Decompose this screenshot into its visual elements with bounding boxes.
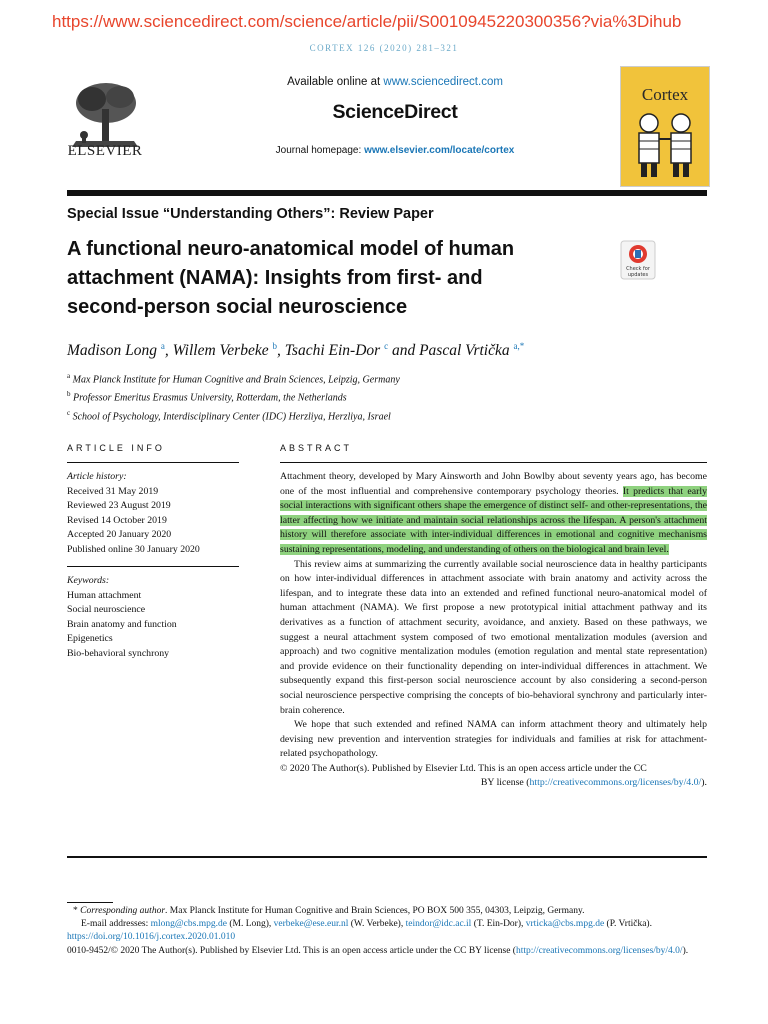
- keywords-label: Keywords:: [67, 575, 110, 586]
- history-item: Reviewed 23 August 2019: [67, 500, 171, 512]
- doi-link[interactable]: https://doi.org/10.1016/j.cortex.2020.01.010: [67, 932, 236, 943]
- article-info-heading: ARTICLE INFO: [67, 443, 165, 453]
- journal-homepage-link[interactable]: www.elsevier.com/locate/cortex: [364, 145, 515, 156]
- homepage-label: Journal homepage:: [275, 145, 365, 156]
- affiliation-text: Max Planck Institute for Human Cognitive and Brain Sciences, Leipzig, Germany: [72, 374, 400, 386]
- cover-illustration: [625, 109, 705, 181]
- abstract-rule: [280, 462, 707, 463]
- abstract-paragraph-3: We hope that such extended and refined NAMA can inform attachment theory and ultimately help devising new prevention and intervention strategies for individuals and families at risk for attachment-related psychopathology.: [280, 719, 707, 760]
- check-for-updates-button[interactable]: [620, 240, 656, 280]
- license-line-2: [280, 776, 707, 791]
- svg-text:updates: updates: [627, 272, 649, 278]
- email-link[interactable]: verbeke@ese.eur.nl: [273, 919, 349, 930]
- license-suffix: ).: [701, 777, 707, 789]
- author-affil-marker[interactable]: c: [384, 341, 389, 351]
- license-line-1: © 2020 The Author(s). Published by Elsevier Ltd. This is an open access article under the CC: [280, 762, 647, 774]
- keyword-item[interactable]: Epigenetics: [67, 633, 113, 645]
- footnote-rule: [67, 902, 113, 903]
- page-url[interactable]: https://www.sciencedirect.com/science/article/pii/S0010945220300356?via%3Dihub: [52, 12, 682, 31]
- abstract-paragraph-1: [280, 470, 707, 558]
- history-item: Revised 14 October 2019: [67, 514, 167, 526]
- history-item: Published online 30 January 2020: [67, 543, 200, 555]
- author-name[interactable]: Madison Long: [67, 342, 157, 360]
- header-rule: [67, 190, 707, 196]
- title-line-1: A functional neuro-anatomical model of human: [67, 238, 515, 260]
- author-affil-marker[interactable]: a: [160, 341, 165, 351]
- elsevier-wordmark: ELSEVIER: [67, 143, 143, 159]
- email-owner: (M. Long),: [226, 919, 274, 930]
- affiliation-marker: c: [67, 408, 71, 417]
- license-link[interactable]: http://creativecommons.org/licenses/by/4.0/: [529, 777, 702, 789]
- author-name[interactable]: Willem Verbeke: [172, 342, 269, 360]
- author-separator: ,: [276, 342, 285, 360]
- article-section: Special Issue “Understanding Others”: Review Paper: [67, 206, 434, 222]
- article-info-rule: [67, 462, 239, 463]
- corresponding-marker: *: [73, 906, 81, 916]
- abstract-text: Attachment theory, developed by Mary Ainsworth and John Bowlby about seventy years ago, has become one of the most influential and comprehensive contemporary psychology theories.: [280, 471, 707, 497]
- affiliation-text: School of Psychology, Interdisciplinary Center (IDC) Herzliya, Herzliya, Israel: [72, 410, 391, 422]
- keywords: [67, 574, 177, 662]
- license-prefix: BY license (: [480, 777, 530, 789]
- title-line-2: attachment (NAMA): Insights from first- and: [67, 267, 483, 289]
- email-link[interactable]: vrticka@cbs.mpg.de: [525, 919, 605, 930]
- keyword-item[interactable]: Brain anatomy and function: [67, 618, 177, 630]
- title-line-3: second-person social neuroscience: [67, 296, 408, 318]
- email-owner: (T. Ein-Dor),: [471, 919, 526, 930]
- keywords-rule: [67, 566, 239, 567]
- footnotes: [67, 905, 707, 958]
- author-name[interactable]: Tsachi Ein-Dor: [284, 342, 381, 360]
- author-list: [67, 341, 524, 360]
- keyword-item[interactable]: Bio-behavioral synchrony: [67, 647, 170, 659]
- history-label: Article history:: [67, 471, 127, 482]
- affiliation-list: [67, 369, 400, 424]
- issn-suffix: ).: [682, 945, 689, 956]
- affiliation-marker: b: [67, 390, 71, 399]
- abstract-paragraph-2: This review aims at summarizing the currently available social neuroscience data in healthy participants on how inter-individual differences in attachment associate with brain anatomy and activity across the lifespan, and to integrate these data into an extended and refined functional neuro-anatomical model of human attachment (NAMA). We first propose a new prototypical initial attachment pathway and its derivatives as a function of attachment security, avoidance, and anxiety. Based on these pathways, we suggest a neural attachment system composed of two emotional mentalization modules (aversion and approach) and two cognitive mentalization modules (emotion regulation and mental state representation) and provide evidence on their functionality depending on inter-individual differences in attachment. We subsequently expand this first-person social neuroscience account by also considering a second-person social neuroscience perspective comprising the concepts of bio-behavioral synchrony and particularly inter-brain coherence.: [280, 558, 707, 716]
- abstract-heading: ABSTRACT: [280, 443, 353, 453]
- available-online: [200, 76, 590, 88]
- keyword-item[interactable]: Social neuroscience: [67, 604, 146, 616]
- history-item: Received 31 May 2019: [67, 485, 159, 497]
- affiliation-text: Professor Emeritus Erasmus University, Rotterdam, the Netherlands: [73, 392, 347, 404]
- sciencedirect-link[interactable]: www.sciencedirect.com: [383, 76, 503, 88]
- author-name[interactable]: Pascal Vrtička: [419, 342, 510, 360]
- affiliation-marker: a: [67, 372, 71, 380]
- article-history: [67, 470, 200, 558]
- cover-title: Cortex: [641, 85, 689, 104]
- svg-text:Check for: Check for: [626, 266, 650, 272]
- journal-citation: CORTEX 126 (2020) 281–321: [309, 43, 459, 53]
- email-owner: (P. Vrtička).: [604, 919, 652, 930]
- corresponding-author-note: [67, 905, 707, 918]
- journal-homepage: [200, 145, 590, 156]
- email-addresses: [67, 918, 707, 931]
- affiliation-item: [67, 369, 400, 387]
- journal-cover[interactable]: [620, 66, 710, 187]
- platform-title: ScienceDirect: [332, 101, 458, 123]
- abstract-body: [280, 470, 707, 791]
- email-link[interactable]: teindor@idc.ac.il: [405, 919, 472, 930]
- highlighted-text: It predicts that early social interactions with significant others shape the emergence of distinct self- and other-representations, the latter affecting how we initiate and maintain social relationships across the lifespan. A person's attachment history will therefore associate with inter-individual differences in emotional and cognitive mechanisms sustaining representations, modeling, and understanding of others on the biological and brain level.: [280, 485, 707, 555]
- keyword-item[interactable]: Human attachment: [67, 589, 142, 601]
- affiliation-item: [67, 387, 400, 405]
- corresponding-label: Corresponding author: [80, 906, 166, 916]
- issn-license-link[interactable]: http://creativecommons.org/licenses/by/4.0/: [515, 945, 683, 956]
- author-affil-marker[interactable]: a,*: [513, 341, 525, 351]
- author-separator: and: [388, 342, 420, 360]
- corresponding-text: . Max Planck Institute for Human Cognitive and Brain Sciences, PO BOX 500 355, 04303, Leipzig, Germany.: [165, 906, 585, 916]
- article-title: [67, 235, 607, 322]
- issn-copyright: [67, 945, 707, 958]
- email-link[interactable]: mlong@cbs.mpg.de: [150, 919, 227, 930]
- issn-text: 0010-9452/© 2020 The Author(s). Published by Elsevier Ltd. This is an open access article under the CC BY license (: [67, 945, 516, 956]
- available-label: Available online at: [287, 76, 384, 88]
- abstract-bottom-rule: [67, 856, 707, 858]
- email-label: E-mail addresses:: [81, 919, 151, 930]
- email-owner: (W. Verbeke),: [348, 919, 406, 930]
- author-separator: ,: [164, 342, 173, 360]
- author-affil-marker[interactable]: b: [272, 341, 277, 351]
- check-updates-icon: [620, 240, 656, 280]
- affiliation-item: [67, 406, 400, 424]
- history-item: Accepted 20 January 2020: [67, 529, 172, 541]
